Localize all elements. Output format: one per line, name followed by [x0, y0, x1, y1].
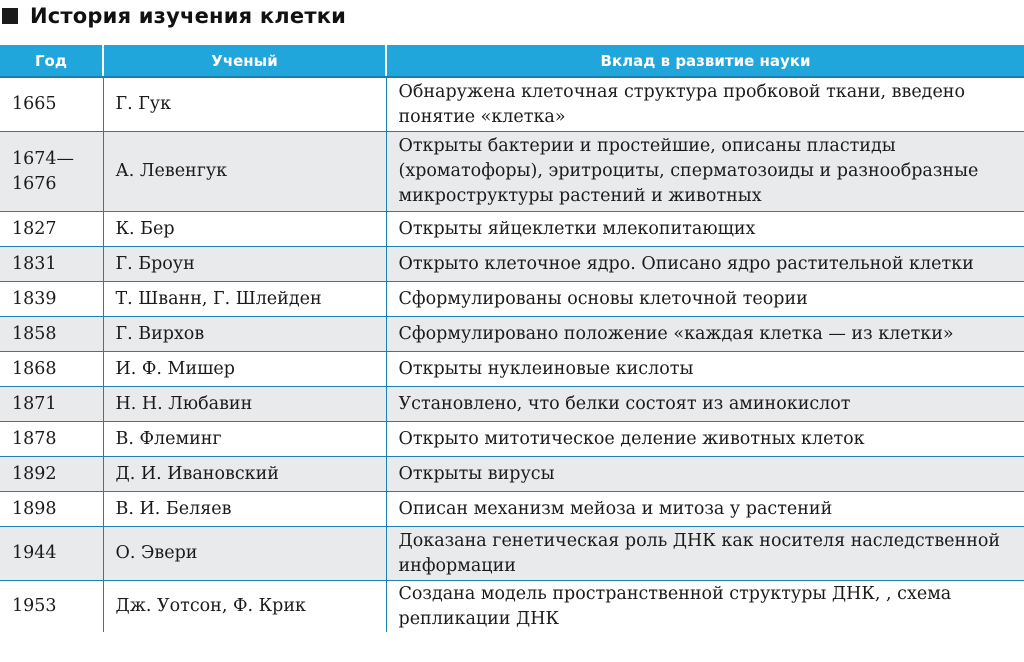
page-title: История изучения клетки [30, 4, 347, 28]
table-row [0, 132, 1024, 212]
cell-scientist: К. Бер [103, 212, 386, 247]
cell-contribution: Доказана генетическая роль ДНК как носителя наследственной информации [386, 527, 1024, 581]
page-title-row [0, 0, 346, 32]
cell-year: 1878 [0, 422, 103, 457]
column-header-scientist: Ученый [103, 45, 386, 77]
column-header-year: Год [0, 45, 103, 77]
cell-year: 1665 [0, 77, 103, 132]
table-row [0, 581, 1024, 633]
table-row [0, 282, 1024, 317]
cell-year: 1858 [0, 317, 103, 352]
cell-scientist: Дж. Уотсон, Ф. Крик [103, 581, 386, 633]
cell-contribution: Открыто митотическое деление животных клеток [386, 422, 1024, 457]
table-row [0, 317, 1024, 352]
cell-scientist: Т. Шванн, Г. Шлейден [103, 282, 386, 317]
cell-year: 1892 [0, 457, 103, 492]
cell-year: 1831 [0, 247, 103, 282]
cell-scientist: Н. Н. Любавин [103, 387, 386, 422]
table-row [0, 247, 1024, 282]
cell-contribution: Сформулировано положение «каждая клетка — из клетки» [386, 317, 1024, 352]
cell-year: 1827 [0, 212, 103, 247]
cell-scientist: А. Левенгук [103, 132, 386, 212]
cell-contribution: Открыты бактерии и простейшие, описаны пластиды (хроматофоры), эритроциты, сперматозоиды и разнообразные микроструктуры растений и животных [386, 132, 1024, 212]
cell-scientist: О. Эвери [103, 527, 386, 581]
cell-year: 1953 [0, 581, 103, 633]
cell-scientist: Г. Гук [103, 77, 386, 132]
history-table [0, 45, 1024, 632]
table-row [0, 387, 1024, 422]
table-row [0, 492, 1024, 527]
cell-contribution: Сформулированы основы клеточной теории [386, 282, 1024, 317]
cell-contribution: Создана модель пространственной структуры ДНК, , схема репликации ДНК [386, 581, 1024, 633]
cell-scientist: В. Флеминг [103, 422, 386, 457]
cell-scientist: И. Ф. Мишер [103, 352, 386, 387]
cell-contribution: Обнаружена клеточная структура пробковой ткани, введено понятие «клетка» [386, 77, 1024, 132]
column-header-contribution: Вклад в развитие науки [386, 45, 1024, 77]
cell-scientist: Г. Вирхов [103, 317, 386, 352]
cell-year: 1868 [0, 352, 103, 387]
table-row [0, 77, 1024, 132]
table-row [0, 527, 1024, 581]
cell-year: 1674—1676 [0, 132, 103, 212]
title-bullet-square [2, 8, 18, 24]
cell-contribution: Установлено, что белки состоят из аминокислот [386, 387, 1024, 422]
table-row [0, 352, 1024, 387]
cell-contribution: Открыты яйцеклетки млекопитающих [386, 212, 1024, 247]
cell-contribution: Открыты вирусы [386, 457, 1024, 492]
table-row [0, 422, 1024, 457]
cell-scientist: Г. Броун [103, 247, 386, 282]
table-row [0, 457, 1024, 492]
cell-scientist: В. И. Беляев [103, 492, 386, 527]
cell-year: 1944 [0, 527, 103, 581]
cell-year: 1898 [0, 492, 103, 527]
table-header-row [0, 45, 1024, 77]
table-row [0, 212, 1024, 247]
cell-contribution: Открыто клеточное ядро. Описано ядро растительной клетки [386, 247, 1024, 282]
cell-year: 1839 [0, 282, 103, 317]
cell-scientist: Д. И. Ивановский [103, 457, 386, 492]
cell-contribution: Открыты нуклеиновые кислоты [386, 352, 1024, 387]
cell-year: 1871 [0, 387, 103, 422]
cell-contribution: Описан механизм мейоза и митоза у растений [386, 492, 1024, 527]
